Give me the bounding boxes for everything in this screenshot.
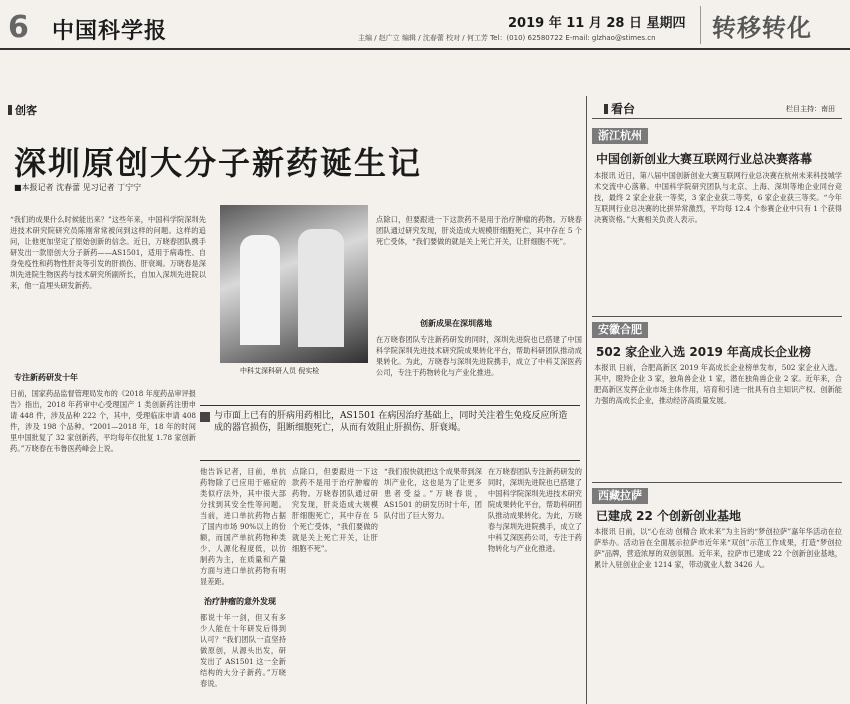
- article-column-3d: 在万晓春团队专注新药研发的同时，深圳先进院也已搭建了中国科学院深圳先进技术研究院成果转化平台，帮助科研团队推动成果转化。为此，万晓春与深圳先进院携手，成立了中科艾深医药公司，专注于药物转化与产业化推进。: [488, 467, 582, 553]
- article-column-3a: 点除口，但要跟进一下这款药不是用于治疗肿瘤的药物。万晓春团队通过研究发现，肝炎造成大规模肝细胞死亡，其中存在 5 个死亡受体，“我们要做的就是关上死亡开关，让肝细胞不死”。: [376, 215, 582, 246]
- brief-headline-hefei: 502 家企业入选 2019 年高成长企业榜: [596, 345, 811, 359]
- region-tag-lhasa: 西藏拉萨: [592, 488, 648, 504]
- editor-credits: 主编 / 赵广立 编辑 / 沈春蕾 校对 / 何工芳 Tel：(010) 62580722 E-mail: glzhao@stimes.cn: [358, 34, 656, 42]
- brief-body-hangzhou: 本报讯 近日，第八届中国创新创业大赛互联网行业总决赛在杭州未来科技城学术交流中心落幕。中国科学院研究团队与北京、上海、深圳等地企业同台竞技，最终 2 家企业获一等奖，3 家企业获二等奖，6 家企业获三等奖。“今年互联网行业总决赛的比拼异常激烈，平均每 12.4 个参赛企业中只有 1 个获得决赛资格。”大赛相关负责人表示。: [594, 171, 842, 224]
- brief-headline-lhasa: 已建成 22 个创新创业基地: [596, 509, 742, 523]
- article-headline: 深圳原创大分子新药诞生记: [14, 144, 423, 182]
- article-column-3b: 在万晓春团队专注新药研发的同时，深圳先进院也已搭建了中国科学院深圳先进技术研究院成果转化平台，帮助科研团队推动成果转化。为此，万晓春与深圳先进院携手，成立了中科艾深医药公司，专注于药物转化与产业化推进。: [376, 335, 582, 377]
- article-column-1: “我们的成果什么时候能出来？”这些年来，中国科学院深圳先进技术研究院研究员陈刚常常被问到这样的问题。这样的追问，让他更加坚定了原始创新的信念。近日，万晓春团队携手研发出一款原创大分子新药——AS1501，适用于病毒性、自身免疫性和药物性肝炎等引发的肝损伤、肝衰竭。万晓春是深圳先进院生物医药与技术研究所副所长，自加入深圳先进院以来，他一直埋头研发新药。: [10, 215, 206, 290]
- article-column-2a: 他告诉记者，目前，单抗药物除了已应用于癌症的类似疗法外，其中很大部分找到其安全性等问题。当前，进口单抗药物占据了国内市场 90%以上的份额，而国产单抗药物种类少、人源化程度低，以仿制药为主，在质量和产量方面与进口单抗药物有明显差距。: [200, 467, 286, 586]
- article-column-2c: 点除口，但要跟进一下这款药不是用于治疗肿瘤的药物。万晓春团队通过研究发现，肝炎造成大规模肝细胞死亡，其中存在 5 个死亡受体，“我们要做的就是关上死亡开关，让肝细胞不死”。: [292, 467, 378, 553]
- sidebar-title: 看台: [604, 100, 635, 117]
- section-title: 转移转化: [712, 14, 812, 42]
- sidebar-rule: [592, 482, 842, 483]
- brief-body-hefei: 本报讯 日前，合肥高新区 2019 年高成长企业榜单发布，502 家企业入选。其中，瞪羚企业 3 家，独角兽企业 1 家，潜在独角兽企业 2 家。近年来，合肥高新区发挥企业市场主体作用，培育和引进一批具有自主知识产权、创新能力强的高成长企业，推动经济高质量发展。: [594, 363, 842, 405]
- region-tag-hefei: 安徽合肥: [592, 322, 648, 338]
- brief-body-lhasa: 本报讯 日前，以“心在动 创精合 欧未来”为主旨的“梦创拉萨”嘉年华活动在拉萨举办。活动旨在全面展示拉萨市近年来“双创”示范工作成果，打造“梦创拉萨”品牌，营造浓厚的双创氛围。近年来，拉萨市已建成 22 个创新创业基地，累计入驻创业企业 1214 家，带动就业人数 3426 人。: [594, 527, 842, 569]
- quote-marker-icon: [200, 412, 210, 422]
- article-column-2b: 都说十年一剑，但又有多少人能在十年研发后得到认可？“我们团队一直坚持做原创，从源头出发，研发出了 AS1501 这一全新结构的大分子新药。”万晓春说。: [200, 613, 286, 688]
- masthead: [0, 0, 850, 50]
- newspaper-logo: 中国科学报: [52, 18, 168, 44]
- column-divider: [586, 96, 587, 704]
- subhead-research: 专注新药研发十年: [14, 373, 78, 382]
- column-tag: 创客: [8, 102, 37, 118]
- article-photo: [220, 205, 368, 363]
- sidebar-rule: [592, 118, 842, 119]
- region-tag-hangzhou: 浙江杭州: [592, 128, 648, 144]
- article-column-3c: “我们很快就把这个成果带到深圳产业化，这也是为了让更多患者受益。”万晓春说，AS1501 的研发历时十年，团队付出了巨大努力。: [384, 467, 482, 520]
- pull-quote: [200, 405, 580, 461]
- sidebar-rule: [592, 316, 842, 317]
- page-number: 6: [8, 10, 29, 45]
- pull-quote-text: 与市面上已有的肝病用药相比，AS1501 在病因治疗基础上，同时关注着生免疫反应所造成的器官损伤，阻断细胞死亡，从而有效阻止肝损伤、肝衰竭。: [214, 411, 568, 433]
- subhead-shenzhen: 创新成果在深圳落地: [420, 319, 492, 328]
- article-byline: ■本报记者 沈春蕾 见习记者 丁宁宁: [14, 183, 142, 192]
- sidebar-editor: 栏目主持：南田: [786, 105, 835, 113]
- photo-caption: 中科艾深科研人员 倪实检: [240, 367, 320, 375]
- header-divider: [700, 6, 701, 44]
- subhead-tumor: 治疗肿瘤的意外发现: [204, 597, 276, 606]
- brief-headline-hangzhou: 中国创新创业大赛互联网行业总决赛落幕: [596, 152, 813, 166]
- issue-date: 2019 年 11 月 28 日 星期四: [508, 16, 686, 31]
- article-column-1b: 日前，国家药品监督管理局发布的《2018 年度药品审评报告》指出，2018 年药审中心受理国产 1 类创新药注册申请 448 件，涉及品种 222 个，其中，受理临床申请 408 件，涉及 198 个品种。“2001—2018 年，18 年的时间里中国批复了 32 家创新药，平均每年仅批复 1.78 家创新药。”万晓春在韦鲁医药峰会上说。: [10, 389, 196, 453]
